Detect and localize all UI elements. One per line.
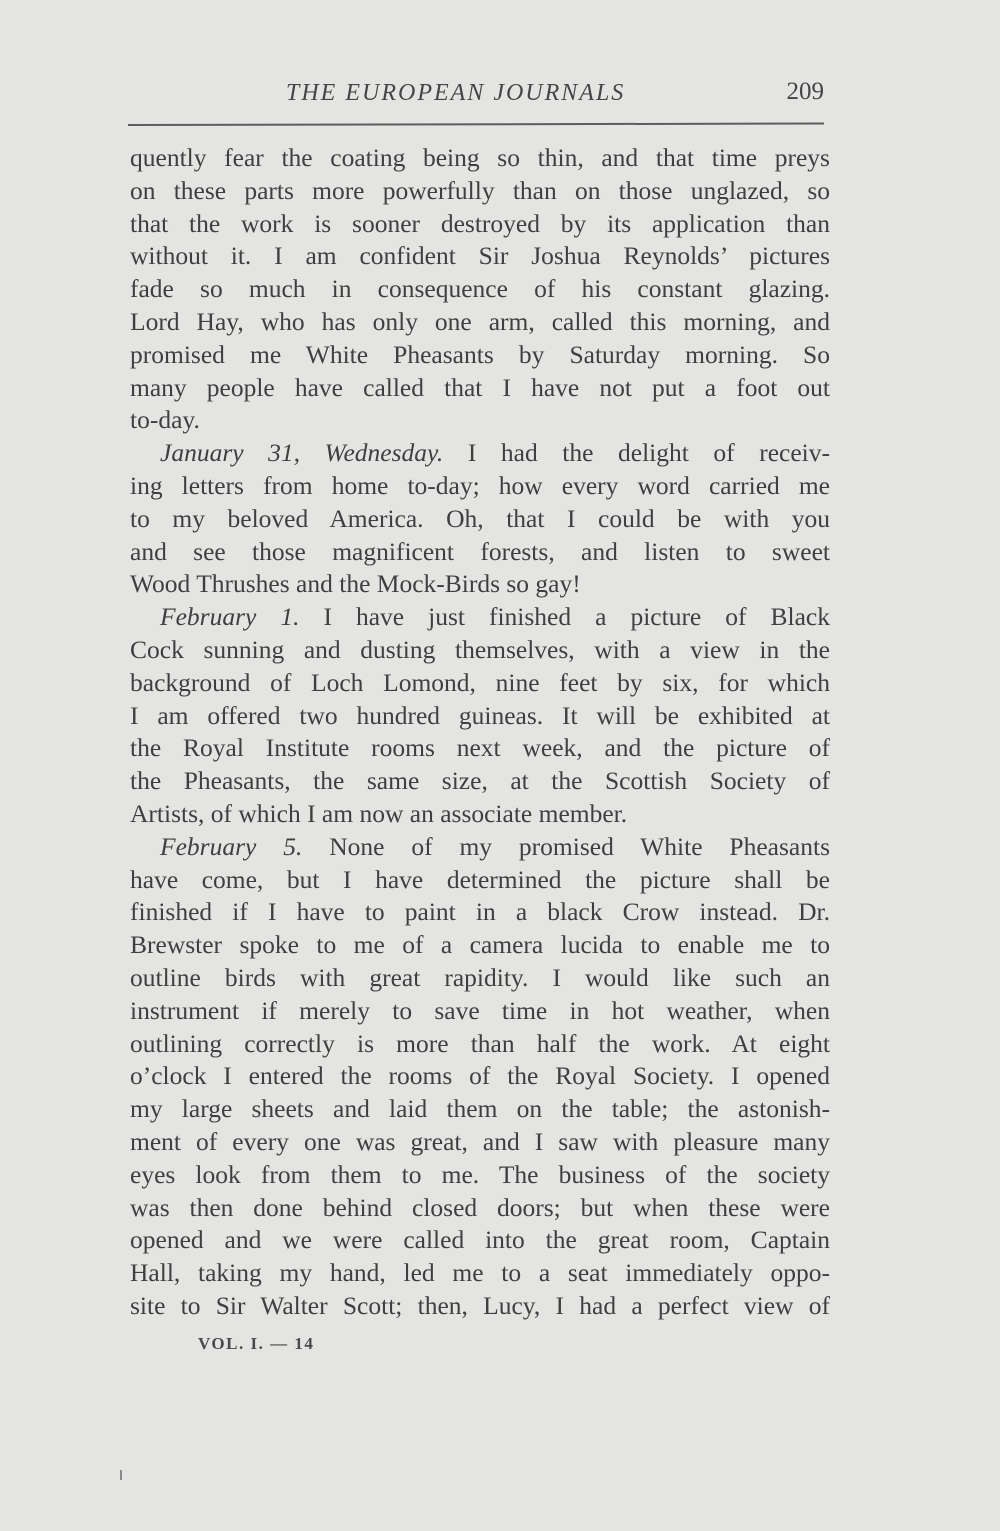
text-line: background of Loch Lomond, nine feet by six, for which bbox=[130, 667, 830, 697]
text-line: to my beloved America. Oh, that I could be with you bbox=[130, 503, 830, 533]
text-line: eyes look from them to me. The business of the society bbox=[130, 1159, 830, 1189]
text-line: have come, but I have determined the picture shall be bbox=[130, 864, 830, 894]
entry-date: January 31, Wednesday. bbox=[160, 438, 444, 468]
page-number: 209 bbox=[786, 78, 824, 105]
text-line: that the work is sooner destroyed by its application than bbox=[130, 208, 830, 238]
text-line: promised me White Pheasants by Saturday morning. So bbox=[130, 339, 830, 369]
text-line: on these parts more powerfully than on those unglazed, so bbox=[130, 175, 830, 205]
text-line: outlining correctly is more than half the work. At eight bbox=[130, 1028, 830, 1058]
body-text bbox=[130, 142, 830, 1323]
header-rule bbox=[128, 123, 824, 126]
running-header bbox=[128, 74, 824, 114]
text-line: to-day. bbox=[130, 405, 200, 435]
text-line: and see those magnificent forests, and listen to sweet bbox=[130, 536, 830, 566]
entry-start-line: February 1. I have just finished a picture of Black bbox=[160, 602, 830, 632]
entry-start-line: January 31, Wednesday. I had the delight of receiv- bbox=[160, 438, 830, 468]
text-line: Wood Thrushes and the Mock-Birds so gay! bbox=[130, 569, 581, 599]
paper-speck bbox=[120, 1470, 122, 1480]
text-line: site to Sir Walter Scott; then, Lucy, I had a perfect view of bbox=[130, 1290, 830, 1320]
text-line: fade so much in consequence of his constant glazing. bbox=[130, 274, 830, 304]
text-line: outline birds with great rapidity. I would like such an bbox=[130, 962, 830, 992]
text-line: instrument if merely to save time in hot weather, when bbox=[130, 995, 830, 1025]
text-line: the Pheasants, the same size, at the Scottish Society of bbox=[130, 766, 830, 796]
text-line: the Royal Institute rooms next week, and the picture of bbox=[130, 733, 830, 763]
signature-mark: VOL. I. — 14 bbox=[198, 1334, 315, 1353]
text-line: quently fear the coating being so thin, and that time preys bbox=[130, 143, 830, 172]
entry-date: February 1. bbox=[160, 602, 300, 632]
entry-start-line: February 5. None of my promised White Pheasants bbox=[160, 831, 830, 861]
text-line: Cock sunning and dusting themselves, with a view in the bbox=[130, 634, 830, 664]
text-line: many people have called that I have not put a foot out bbox=[130, 372, 830, 402]
text-line: Brewster spoke to me of a camera lucida to enable me to bbox=[130, 930, 830, 960]
text-line: I am offered two hundred guineas. It will be exhibited at bbox=[130, 700, 830, 730]
text-line: Lord Hay, who has only one arm, called this morning, and bbox=[130, 306, 830, 336]
text-line: ing letters from home to-day; how every word carried me bbox=[130, 470, 830, 500]
entry-date: February 5. bbox=[160, 831, 303, 861]
text-line: was then done behind closed doors; but when these were bbox=[130, 1192, 830, 1222]
running-title: THE EUROPEAN JOURNALS bbox=[286, 80, 626, 106]
text-line: Hall, taking my hand, led me to a seat immediately oppo- bbox=[130, 1258, 830, 1288]
text-line: Artists, of which I am now an associate member. bbox=[130, 798, 628, 828]
text-line: without it. I am confident Sir Joshua Reynolds’ pictures bbox=[130, 241, 830, 271]
text-line: my large sheets and laid them on the table; the astonish- bbox=[130, 1094, 830, 1124]
text-line: o’clock I entered the rooms of the Royal Society. I opened bbox=[130, 1061, 830, 1091]
text-line: ment of every one was great, and I saw with pleasure many bbox=[130, 1126, 830, 1156]
text-line: finished if I have to paint in a black Crow instead. Dr. bbox=[130, 897, 830, 927]
text-line: opened and we were called into the great room, Captain bbox=[130, 1225, 830, 1255]
